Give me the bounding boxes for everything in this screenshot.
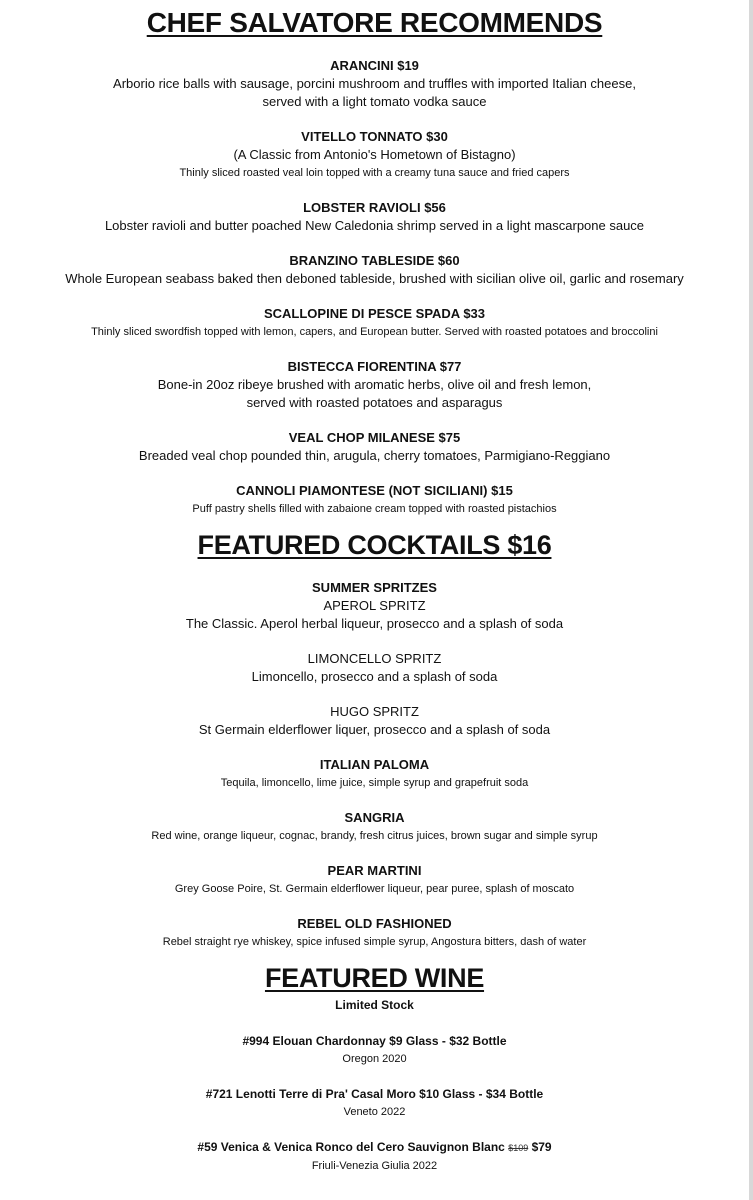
- item-title: BISTECCA FIORENTINA $77: [287, 359, 462, 374]
- menu-item-arancini: [0, 57, 749, 111]
- wine-origin: Veneto 2022: [343, 1106, 406, 1118]
- cocktail-hugo-spritz: [0, 703, 749, 739]
- cocktail-title: APEROL SPRITZ: [323, 598, 426, 613]
- cocktail-title: HUGO SPRITZ: [330, 704, 419, 719]
- item-description: Breaded veal chop pounded thin, arugula, cherry tomatoes, Parmigiano-Reggiano: [138, 448, 611, 463]
- cocktail-limoncello-spritz: [0, 650, 749, 686]
- wine-old-price: $109: [508, 1143, 529, 1153]
- item-description: Thinly sliced swordfish topped with lemon, capers, and European butter. Served with roasted potatoes and broccolini: [91, 326, 658, 338]
- item-title: SCALLOPINE DI PESCE SPADA $33: [263, 306, 486, 321]
- item-title: VEAL CHOP MILANESE $75: [288, 430, 461, 445]
- cocktail-description: Red wine, orange liqueur, cognac, brandy, fresh citrus juices, brown sugar and simple syrup: [151, 830, 598, 842]
- menu-item-veal-chop: [0, 429, 749, 465]
- item-title: BRANZINO TABLESIDE $60: [289, 253, 460, 268]
- item-description: served with roasted potatoes and asparagus: [246, 395, 503, 410]
- item-description: Thinly sliced roasted veal loin topped with a creamy tuna sauce and fried capers: [179, 167, 570, 179]
- cocktail-sangria: [0, 809, 749, 845]
- cocktails-heading: FEATURED COCKTAILS $16: [197, 530, 552, 560]
- wine-title: #59 Venica & Venica Ronco del Cero Sauvignon Blanc: [197, 1140, 505, 1154]
- item-description: Lobster ravioli and butter poached New Caledonia shrimp served in a light mascarpone sauce: [104, 218, 645, 233]
- menu-item-bistecca: [0, 358, 749, 412]
- recommends-heading: CHEF SALVATORE RECOMMENDS: [146, 7, 603, 38]
- cocktail-description: Grey Goose Poire, St. Germain elderflower liqueur, pear puree, splash of moscato: [174, 883, 575, 895]
- menu-item-lobster-ravioli: [0, 199, 749, 235]
- menu-item-branzino: [0, 252, 749, 288]
- wine-heading: FEATURED WINE: [264, 963, 485, 993]
- cocktail-title: SANGRIA: [344, 810, 405, 825]
- item-subtitle: (A Classic from Antonio's Hometown of Bistagno): [233, 147, 516, 162]
- page-edge: [749, 0, 753, 1200]
- cocktail-title: ITALIAN PALOMA: [319, 757, 430, 772]
- cocktail-description: Limoncello, prosecco and a splash of soda: [251, 669, 498, 684]
- group-title: SUMMER SPRITZES: [312, 580, 437, 595]
- cocktail-italian-paloma: [0, 756, 749, 792]
- item-title: ARANCINI $19: [330, 58, 419, 73]
- item-description: Puff pastry shells filled with zabaione cream topped with roasted pistachios: [192, 503, 557, 515]
- cocktail-description: The Classic. Aperol herbal liqueur, prosecco and a splash of soda: [185, 616, 564, 631]
- cocktail-pear-martini: [0, 862, 749, 898]
- wine-note: Limited Stock: [335, 998, 414, 1012]
- item-description: Arborio rice balls with sausage, porcini mushroom and truffles with imported Italian cheese,: [113, 76, 636, 91]
- menu-item-cannoli: [0, 482, 749, 518]
- item-description: Bone-in 20oz ribeye brushed with aromatic herbs, olive oil and fresh lemon,: [157, 377, 592, 392]
- cocktail-rebel-old-fashioned: [0, 915, 749, 951]
- cocktail-title: REBEL OLD FASHIONED: [297, 916, 452, 931]
- wine-item-lenotti: [0, 1085, 749, 1121]
- cocktail-title: PEAR MARTINI: [327, 863, 422, 878]
- item-description: Whole European seabass baked then deboned tableside, brushed with sicilian olive oil, garlic and rosemary: [65, 271, 684, 286]
- menu-item-scallopine: [0, 305, 749, 341]
- wine-new-price: $79: [531, 1140, 552, 1154]
- cocktail-title: LIMONCELLO SPRITZ: [307, 651, 442, 666]
- item-title: CANNOLI PIAMONTESE (NOT SICILIANI) $15: [236, 483, 513, 498]
- cocktail-group-spritzes: [0, 579, 749, 633]
- wine-title: #994 Elouan Chardonnay $9 Glass - $32 Bottle: [242, 1034, 507, 1048]
- wine-title-line: [0, 1138, 749, 1157]
- wine-item-elouan: [0, 1032, 749, 1068]
- wine-origin: Oregon 2020: [342, 1053, 407, 1065]
- item-title: VITELLO TONNATO $30: [301, 129, 448, 144]
- wine-item-venica: [0, 1138, 749, 1175]
- menu-item-vitello-tonnato: [0, 128, 749, 182]
- cocktail-description: Rebel straight rye whiskey, spice infused simple syrup, Angostura bitters, dash of water: [162, 936, 587, 948]
- item-description: served with a light tomato vodka sauce: [262, 94, 487, 109]
- cocktail-description: St Germain elderflower liquer, prosecco and a splash of soda: [198, 722, 551, 737]
- cocktail-description: Tequila, limoncello, lime juice, simple syrup and grapefruit soda: [220, 777, 529, 789]
- wine-origin: Friuli-Venezia Giulia 2022: [311, 1160, 438, 1172]
- wine-title: #721 Lenotti Terre di Pra' Casal Moro $10 Glass - $34 Bottle: [205, 1087, 544, 1101]
- item-title: LOBSTER RAVIOLI $56: [303, 200, 446, 215]
